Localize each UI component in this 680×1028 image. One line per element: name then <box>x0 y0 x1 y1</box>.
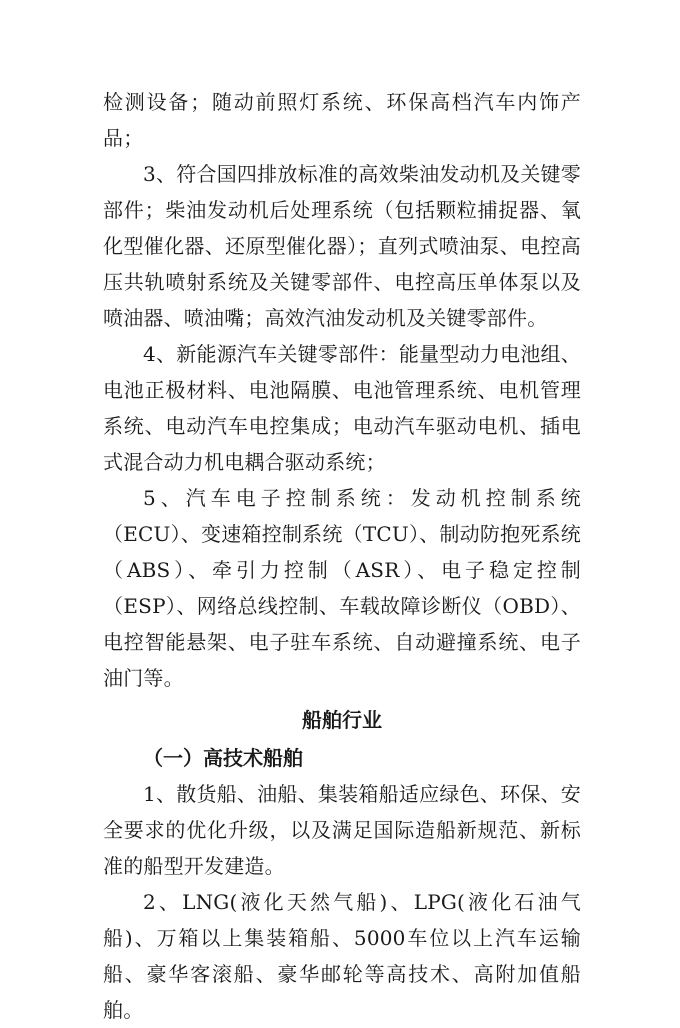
section-heading: 船舶行业 <box>302 708 382 732</box>
paragraph-ship-item-1: 1、散货船、油船、集装箱船适应绿色、环保、安全要求的优化升级，以及满足国际造船新规范、新标准的船型开发建造。 <box>103 782 581 878</box>
subsection-heading: （一）高技术船舶 <box>143 746 303 770</box>
paragraph-item-3: 3、符合国四排放标准的高效柴油发动机及关键零部件；柴油发动机后处理系统（包括颗粒捕捉器、氧化型催化器、还原型催化器）；直列式喷油泵、电控高压共轨喷射系统及关键零部件、电控高压单体泵以及喷油器、喷油嘴；高效汽油发动机及关键零部件。 <box>103 162 581 330</box>
paragraph-item-4: 4、新能源汽车关键零部件：能量型动力电池组、电池正极材料、电池隔膜、电池管理系统、电机管理系统、电动汽车电控集成；电动汽车驱动电机、插电式混合动力机电耦合驱动系统； <box>103 342 581 474</box>
paragraph-item-5: 5、汽车电子控制系统：发动机控制系统（ECU）、变速箱控制系统（TCU）、制动防抱死系统（ABS）、牵引力控制（ASR）、电子稳定控制（ESP）、网络总线控制、车载故障诊断仪（OBD）、电控智能悬架、电子驻车系统、自动避撞系统、电子油门等。 <box>103 486 581 690</box>
paragraph-ship-item-2: 2、LNG(液化天然气船)、LPG(液化石油气船)、万箱以上集装箱船、5000车位以上汽车运输船、豪华客滚船、豪华邮轮等高技术、高附加值船舶。 <box>103 890 581 1022</box>
document-page <box>103 84 581 1028</box>
paragraph-continuation: 检测设备；随动前照灯系统、环保高档汽车内饰产品； <box>103 90 581 150</box>
